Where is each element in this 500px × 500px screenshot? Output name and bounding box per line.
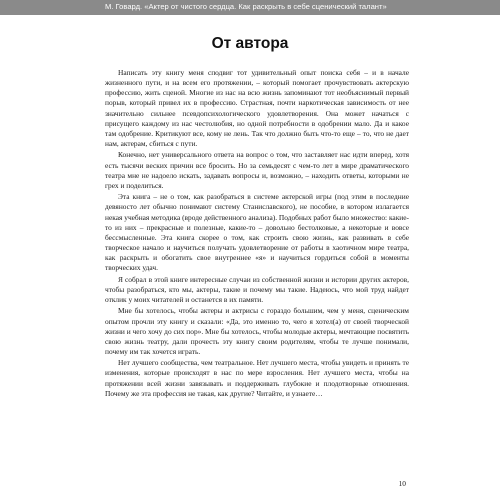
paragraph: Я собрал в этой книге интересные случаи из собственной жизни и истории других актеров, чтобы разобраться, кто мы, актеры, такие и почему мы такие. Надеюсь, что мой труд найдет отклик у моих читателей и останется в их памяти. <box>105 274 409 304</box>
page-number: 10 <box>398 479 406 488</box>
body-text <box>105 68 409 400</box>
paragraph: Мне бы хотелось, чтобы актеры и актрисы с гораздо большим, чем у меня, сценическим опытом прочли эту книгу и сказали: «Да, это именно то, чего я хотел(а) от своей творческой жизни и чего хочу до сих пор». Мне бы хотелось, чтобы молодые актеры, мечтающие посвятить свою жизнь театру, дали прочесть эту книгу своим родителям, чтобы те лучше понимали, почему им так хочется играть. <box>105 306 409 356</box>
chapter-title: От автора <box>211 35 289 52</box>
paragraph: Нет лучшего сообщества, чем театральное. Нет лучшего места, чтобы увидеть и принять те изменения, которые происходят в нас по мере взросления. Нет лучшего места, чтобы на протяжении всей жизни завязывать и поддерживать глубокие и плодотворные отношения. Почему же эта профессия не такая, как другие? Читайте, и узнаете… <box>105 358 409 398</box>
paragraph: Конечно, нет универсального ответа на вопрос о том, что заставляет нас идти вперед, хотя есть тысячи веских причин все бросить. Но за семьдесят с чем-то лет в мире драматического театра мне не надоело искать, задавать вопросы и, возможно, – находить ответы, которыми не грех и поделиться. <box>105 150 409 190</box>
running-header-title: М. Говард. «Актер от чистого сердца. Как раскрыть в себе сценический талант» <box>105 2 387 11</box>
running-header-band <box>0 0 500 15</box>
paragraph: Эта книга – не о том, как разобраться в системе актерской игры (под этим в последние девяносто лет обычно понимают систему Станиславского), не пособие, в котором излагается некая учебная методика (вроде действенного анализа). Подобных работ было множество: какие-то из них – прекрасные и полезные, какие-то – довольно бестолковые, а некоторые и вовсе бессмысленные. Эта книга скорее о том, как строить свою жизнь, как развивать в себе творческое начало и научиться получать удовлетворение от работы в хаотичном мире театра, как раскрыть и обогатить свое внутреннее «я» и научиться гордиться собой в моменты творческих удач. <box>105 192 409 273</box>
paragraph: Написать эту книгу меня сподвиг тот удивительный опыт поиска себя – и в начале жизненного пути, и на всем его протяжении, – который помогает прочувствовать актерскую профессию, жить сценой. Многие из нас на всю жизнь запоминают тот необъяснимый первый порыв, который привел их в профессию. Страстная, почти наркотическая зависимость от нее значительно сильнее псевдопсихологического удовлетворения. Она может начаться с присущего каждому из нас честолюбия, но одной потребности в одобрении мало. Да и какое там одобрение. Критикуют все, кому не лень. Так что должно быть что-то еще – то, что не дает нам, актерам, сбиться с пути. <box>105 68 409 149</box>
